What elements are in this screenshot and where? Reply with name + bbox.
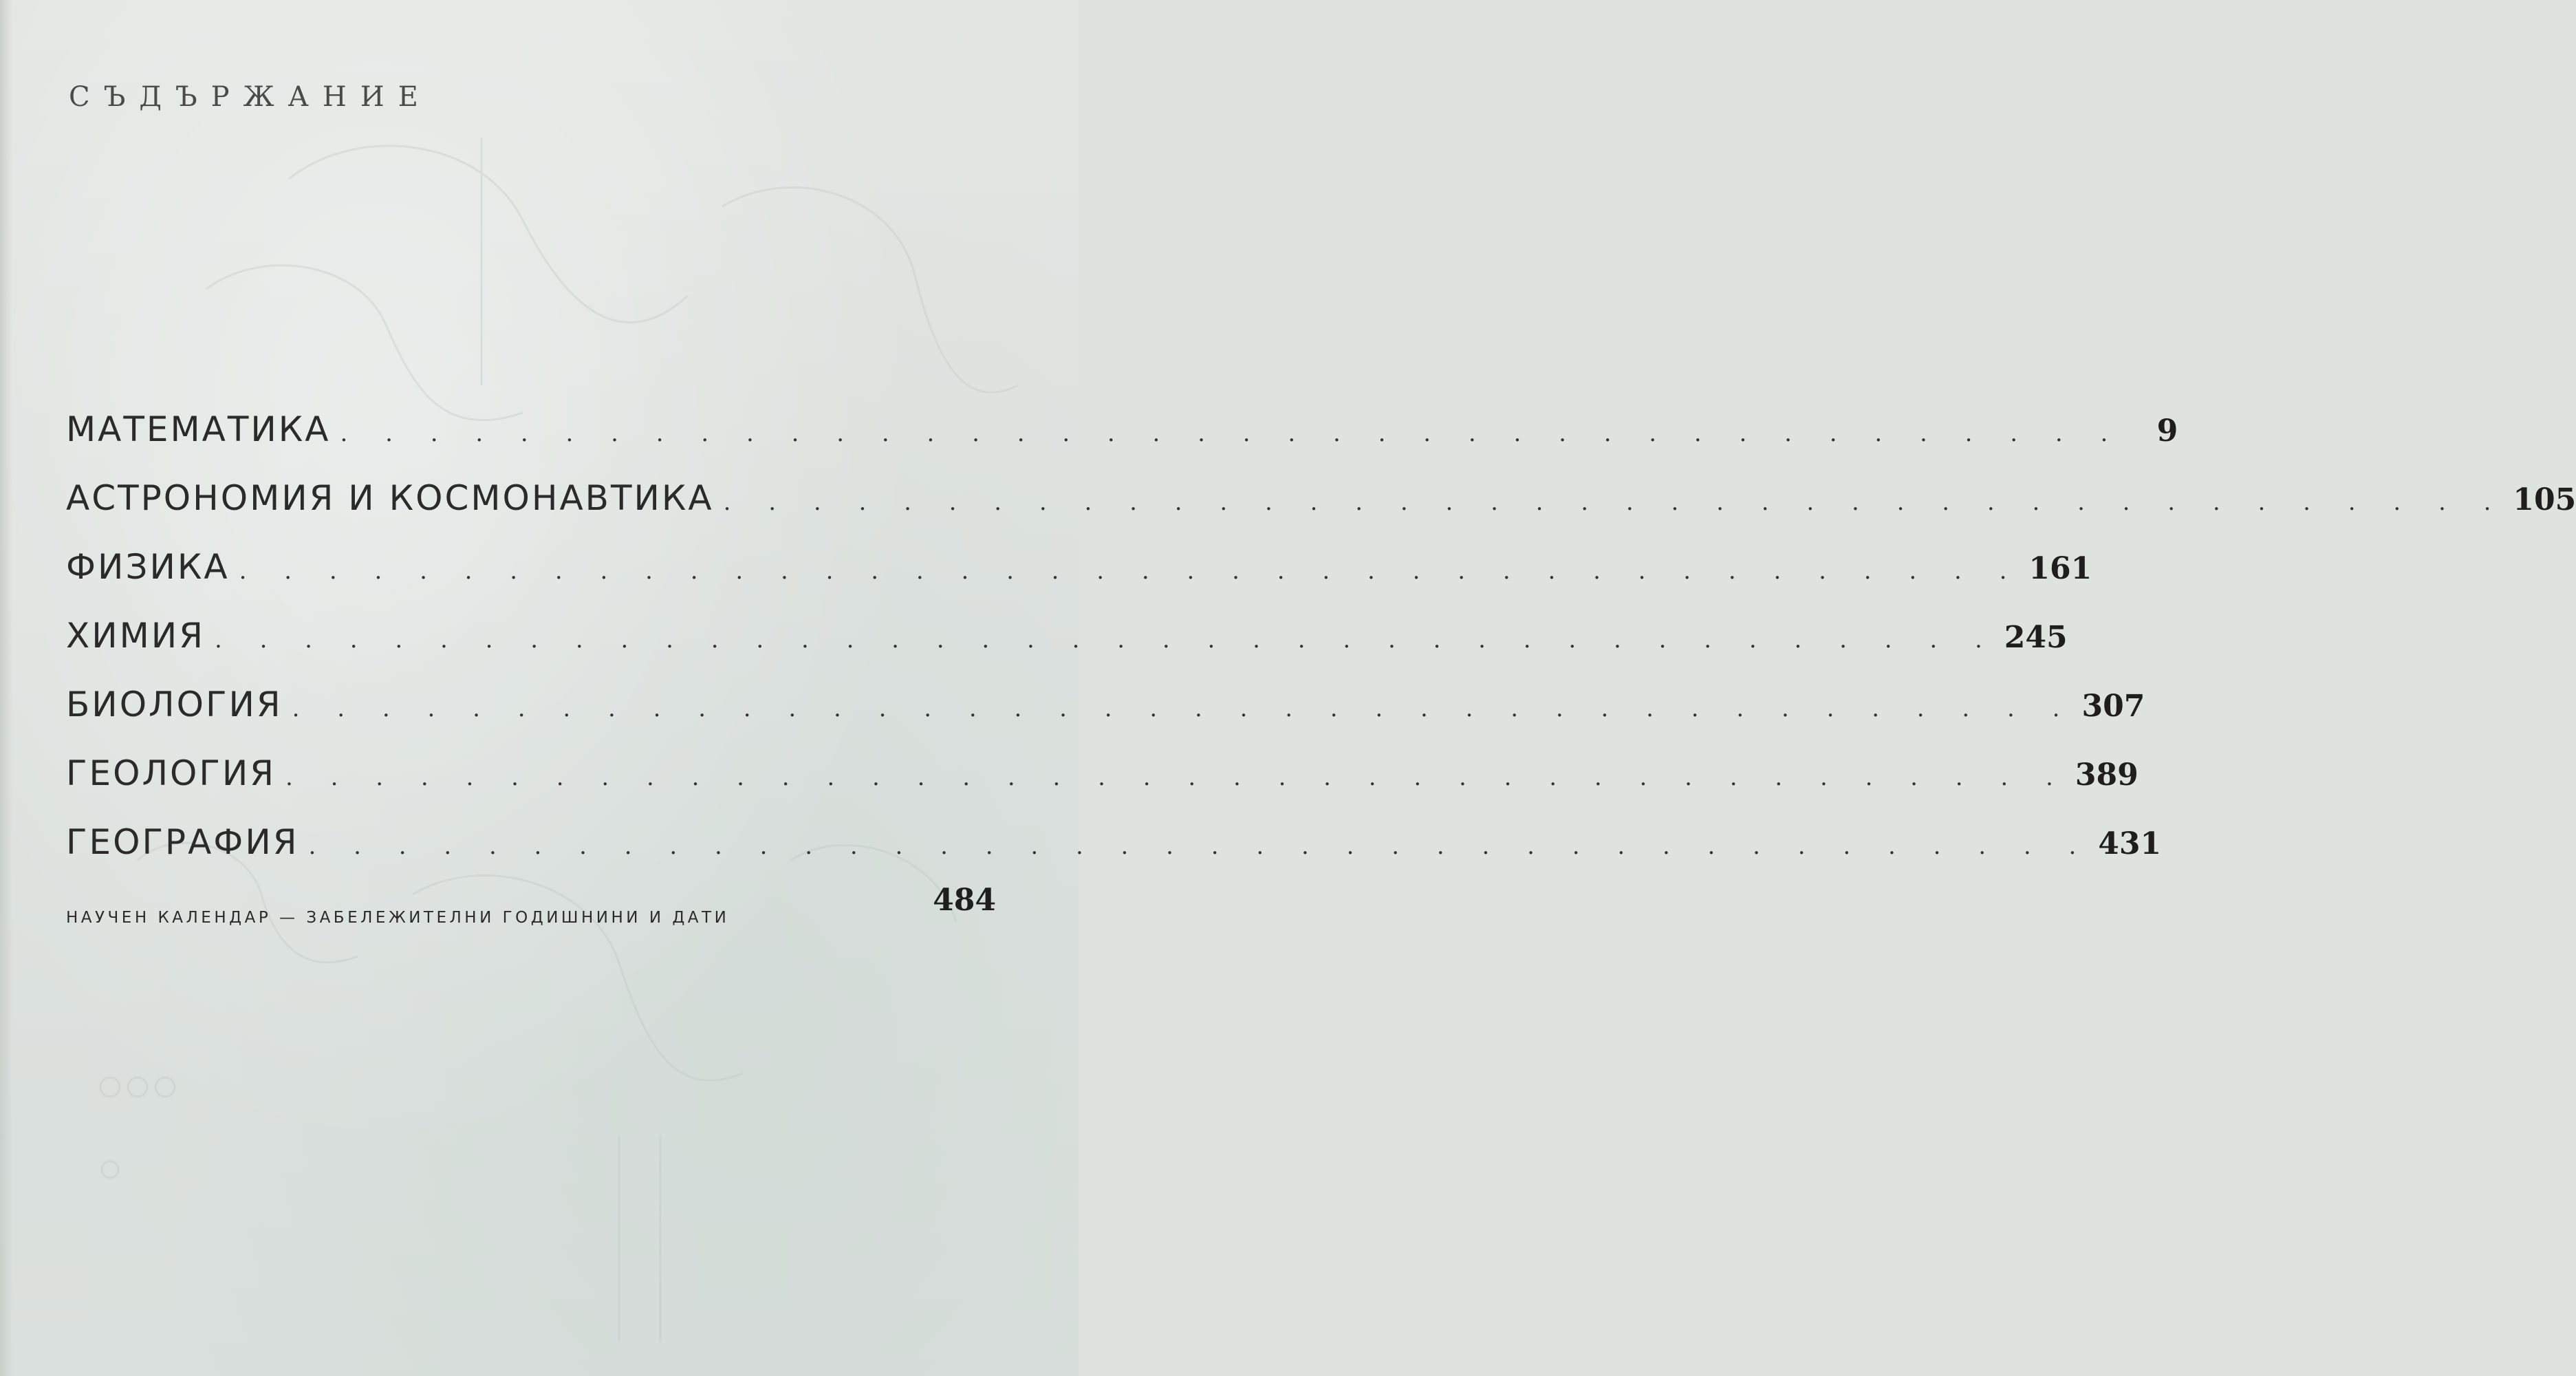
toc-entry-geology[interactable]: [66, 753, 2139, 822]
toc-entry-page: 307: [2081, 689, 2145, 724]
dot-leader: . . . . . . . . . . . . . . . . . . . . . . . . . . . . . . . . . . . . . . . .: [723, 488, 2507, 516]
toc-entry-biology[interactable]: [66, 685, 2145, 753]
toc-entry-title: БИОЛОГИЯ: [66, 685, 283, 724]
contents-heading: СЪДЪРЖАНИЕ: [69, 81, 432, 113]
table-of-contents: [66, 409, 2576, 943]
toc-entry-page: 484: [933, 883, 996, 918]
toc-entry-title: ГЕОЛОГИЯ: [66, 753, 277, 793]
page-edge-shadow: [0, 0, 12, 1376]
toc-entry-page: 245: [2004, 620, 2068, 655]
toc-entry-title: ГЕОГРАФИЯ: [66, 822, 299, 862]
toc-entry-page: 431: [2098, 826, 2162, 861]
toc-entry-page: 9: [2156, 413, 2178, 449]
toc-entry-science-calendar[interactable]: [66, 883, 996, 943]
toc-entry-title: АСТРОНОМИЯ И КОСМОНАВТИКА: [66, 478, 714, 518]
toc-entry-page: 389: [2075, 757, 2139, 793]
toc-entry-mathematics[interactable]: [66, 409, 2178, 478]
dot-leader: . . . . . . . . . . . . . . . . . . . . . . . . . . . . . . . . . . . . . . . .: [340, 420, 2123, 447]
dot-leader: . . . . . . . . . . . . . . . . . . . . . . . . . . . . . . . . . . . . . . . .: [285, 764, 2068, 791]
toc-entry-title: ФИЗИКА: [66, 547, 230, 587]
dot-leader: . . . . . . . . . . . . . . . . . . . . . . . . . . . . . . . . . . . . . . . .: [308, 832, 2092, 860]
toc-entry-title: МАТЕМАТИКА: [66, 409, 331, 449]
toc-entry-title: ХИМИЯ: [66, 616, 205, 656]
toc-entry-physics[interactable]: [66, 547, 2092, 616]
toc-entry-geography[interactable]: [66, 822, 2162, 891]
toc-entry-page: 105: [2513, 482, 2576, 517]
dot-leader: . . . . . . . . . . . . . . . . . . . . . . . . . . . . . . . . . . . . . . . .: [214, 626, 1998, 654]
toc-entry-astronomy[interactable]: [66, 478, 2576, 547]
toc-entry-title: НАУЧЕН КАЛЕНДАР — ЗАБЕЛЕЖИТЕЛНИ ГОДИШНИНИ И ДАТИ: [66, 909, 730, 927]
dot-leader: . . . . . . . . . . . . . . . . . . . . . . . . . . . . . . . . . . . . . . . .: [239, 557, 2022, 585]
toc-entry-chemistry[interactable]: [66, 616, 2068, 685]
dot-leader: . . . . . . . . . . . . . . . . . . . . . . . . . . . . . . . . . . . . . . . .: [292, 695, 2075, 722]
toc-entry-page: 161: [2028, 551, 2092, 586]
